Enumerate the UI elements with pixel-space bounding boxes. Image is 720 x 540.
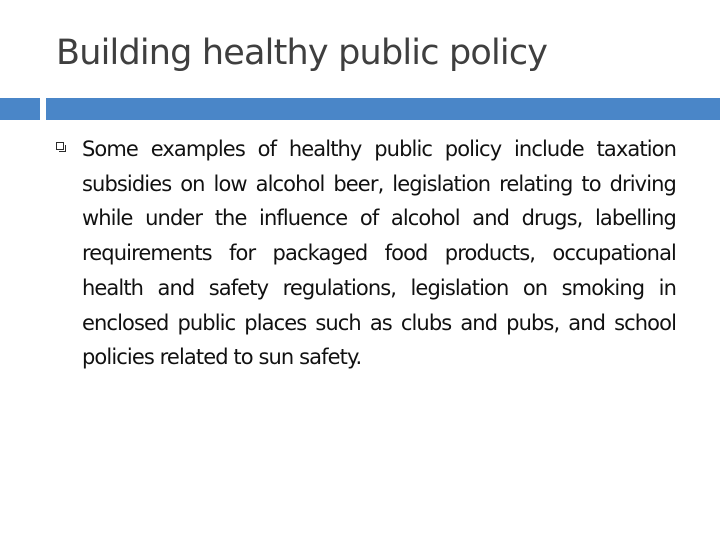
bullet-item [56,132,676,375]
bullet-text: Some examples of healthy public policy include taxation subsidies on low alcohol beer, legislation relating to driving while under the influence of alcohol and drugs, labelling requirements for packaged food products, occupational health and safety regulations, legislation on smoking in enclosed public places such as clubs and pubs, and school policies related to sun safety. [82,137,676,370]
title-underline-left-segment [0,98,40,120]
slide-body [56,132,676,375]
hollow-square-bullet-icon [56,142,64,150]
title-underline-right-segment [46,98,720,120]
slide-title: Building healthy public policy [56,33,548,73]
title-underline-bar [0,98,720,120]
